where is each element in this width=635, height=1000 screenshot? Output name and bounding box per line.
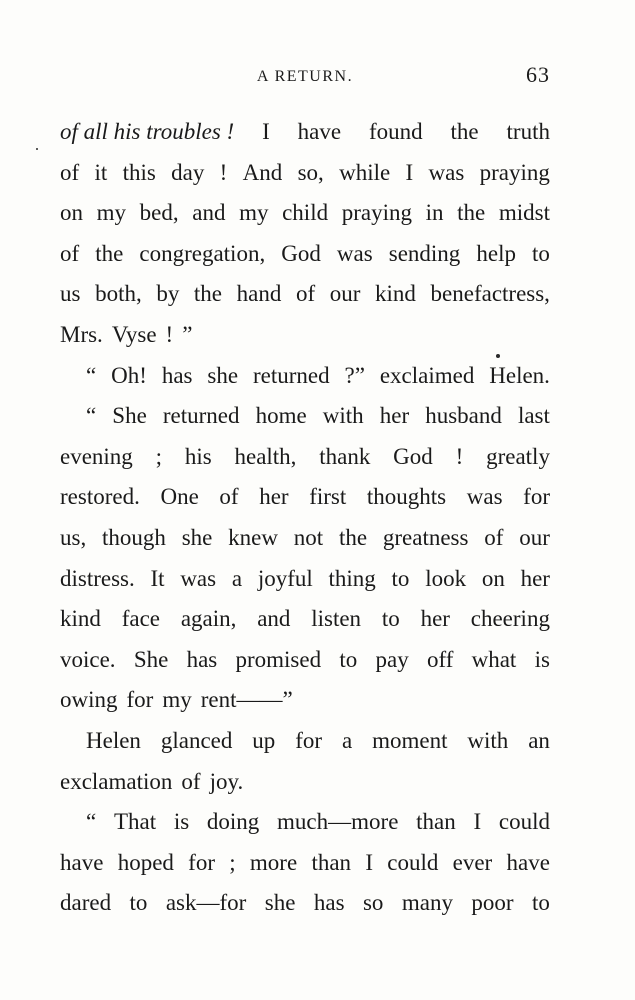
word: my bbox=[96, 200, 127, 226]
word: found bbox=[368, 119, 423, 144]
word: so bbox=[362, 890, 384, 916]
text-line bbox=[60, 640, 550, 681]
word: while bbox=[339, 159, 391, 185]
word: greatly bbox=[486, 443, 550, 469]
word: poor bbox=[471, 890, 514, 916]
word: look bbox=[425, 565, 467, 591]
word: the bbox=[193, 281, 223, 307]
word: to bbox=[129, 890, 148, 916]
word: God bbox=[281, 240, 321, 266]
word: distress. bbox=[60, 565, 135, 591]
word: ! bbox=[165, 321, 174, 347]
word: our bbox=[329, 281, 361, 307]
word: Mrs. bbox=[60, 321, 103, 347]
word: “ bbox=[86, 362, 97, 388]
word: for bbox=[523, 484, 550, 510]
word: her bbox=[420, 606, 450, 632]
word: thoughts bbox=[366, 484, 447, 510]
word: I bbox=[405, 159, 414, 185]
word: Oh! bbox=[111, 362, 147, 388]
word: truth bbox=[506, 119, 550, 144]
word: a bbox=[231, 565, 243, 591]
word: voice. bbox=[60, 646, 116, 672]
word: it bbox=[94, 159, 108, 185]
word: child bbox=[282, 200, 329, 226]
word: “ bbox=[86, 809, 97, 835]
word: home bbox=[255, 403, 307, 429]
word: to bbox=[381, 606, 400, 632]
word: has bbox=[313, 890, 345, 916]
text-line bbox=[60, 762, 550, 803]
word: of bbox=[484, 524, 504, 550]
word: returned bbox=[162, 403, 240, 429]
word: have bbox=[506, 849, 550, 875]
word: was bbox=[336, 240, 373, 266]
running-head: A RETURN. bbox=[256, 68, 354, 85]
text-line bbox=[60, 315, 550, 356]
word: hand bbox=[236, 281, 282, 307]
word: promised bbox=[235, 646, 322, 672]
word: I bbox=[262, 119, 270, 144]
word: have bbox=[297, 119, 342, 144]
word: with bbox=[467, 727, 509, 753]
word: That bbox=[113, 809, 157, 835]
word: she bbox=[207, 362, 239, 388]
word: joyful bbox=[257, 565, 313, 591]
word: owing bbox=[60, 687, 118, 713]
text-line bbox=[60, 112, 550, 153]
word: by bbox=[156, 281, 180, 307]
text-line bbox=[60, 396, 550, 437]
text-line bbox=[60, 274, 550, 315]
word: listen bbox=[311, 606, 362, 632]
word: last bbox=[517, 403, 550, 429]
word: with bbox=[322, 403, 364, 429]
word: kind bbox=[375, 281, 416, 307]
word: more bbox=[249, 849, 298, 875]
page-number: 63 bbox=[526, 62, 550, 87]
word: ! bbox=[455, 443, 464, 469]
word: ! bbox=[219, 159, 228, 185]
word: glanced bbox=[160, 727, 233, 753]
word: She bbox=[133, 646, 169, 672]
word: than bbox=[416, 809, 456, 835]
word: to bbox=[532, 890, 550, 916]
text-line bbox=[60, 680, 550, 721]
text-line bbox=[60, 193, 550, 234]
word: And bbox=[242, 159, 283, 185]
word: thank bbox=[319, 443, 371, 469]
word: ever bbox=[452, 849, 493, 875]
word: pay bbox=[375, 646, 409, 672]
word: husband bbox=[425, 403, 502, 429]
word: I bbox=[473, 809, 482, 835]
word: so, bbox=[297, 159, 324, 185]
word: his bbox=[184, 443, 212, 469]
word: “ bbox=[86, 403, 97, 429]
word: knew bbox=[228, 524, 278, 550]
word: ?” bbox=[344, 362, 365, 388]
word: have bbox=[60, 849, 104, 875]
word: exclamation bbox=[60, 768, 173, 794]
italic-phrase: of all his troubles ! bbox=[60, 119, 235, 144]
word: Helen. bbox=[489, 362, 550, 388]
text-line bbox=[60, 153, 550, 194]
word: Vyse bbox=[111, 321, 157, 347]
word: not bbox=[293, 524, 324, 550]
word: thing bbox=[328, 565, 376, 591]
text-line bbox=[60, 477, 550, 518]
word: my bbox=[162, 687, 192, 713]
word: to bbox=[391, 565, 410, 591]
text-line bbox=[60, 883, 550, 924]
word: off bbox=[426, 646, 454, 672]
word: praying bbox=[479, 159, 550, 185]
word: Helen bbox=[86, 727, 141, 753]
word: God bbox=[393, 443, 433, 469]
word: in bbox=[425, 200, 444, 226]
word: is bbox=[534, 646, 550, 672]
word: of bbox=[181, 768, 201, 794]
word: the bbox=[457, 200, 486, 226]
word: many bbox=[401, 890, 453, 916]
word: was bbox=[180, 565, 217, 591]
word: I bbox=[365, 849, 373, 875]
word: ; bbox=[155, 443, 163, 469]
word: my bbox=[239, 200, 269, 226]
word: a bbox=[341, 727, 353, 753]
word: returned bbox=[252, 362, 330, 388]
word: has bbox=[186, 646, 218, 672]
text-line bbox=[60, 234, 550, 275]
word: her bbox=[259, 484, 289, 510]
word: first bbox=[309, 484, 347, 510]
word: our bbox=[519, 524, 550, 550]
word: joy. bbox=[209, 768, 244, 794]
word: she bbox=[264, 890, 296, 916]
word: sending bbox=[388, 240, 461, 266]
text-line bbox=[60, 356, 550, 397]
word: both, bbox=[95, 281, 142, 307]
word: midst bbox=[498, 200, 550, 226]
word: the bbox=[95, 240, 124, 266]
text-line bbox=[60, 843, 550, 884]
word: praying bbox=[341, 200, 412, 226]
word: cheering bbox=[470, 606, 550, 632]
word: on bbox=[481, 565, 505, 591]
text-line bbox=[60, 518, 550, 559]
word: us bbox=[60, 281, 81, 307]
word: for bbox=[126, 687, 154, 713]
word: ask—for bbox=[165, 890, 247, 916]
word: what bbox=[471, 646, 517, 672]
word: of bbox=[219, 484, 239, 510]
word: and bbox=[192, 200, 226, 226]
body-text bbox=[60, 112, 550, 924]
word: of bbox=[60, 240, 80, 266]
word: hoped bbox=[117, 849, 174, 875]
word: us, bbox=[60, 524, 87, 550]
text-line bbox=[60, 721, 550, 762]
word: exclaimed bbox=[379, 362, 475, 388]
ink-speck bbox=[496, 354, 500, 358]
ink-speck bbox=[36, 148, 38, 150]
word: congregation, bbox=[139, 240, 266, 266]
word: the bbox=[338, 524, 368, 550]
word: doing bbox=[206, 809, 260, 835]
word: her bbox=[520, 565, 550, 591]
word: she bbox=[181, 524, 213, 550]
word: kind bbox=[60, 606, 101, 632]
word: much—more bbox=[277, 809, 399, 835]
word: rent——” bbox=[200, 687, 293, 713]
word: day bbox=[171, 159, 205, 185]
word: moment bbox=[372, 727, 448, 753]
page-header bbox=[60, 62, 550, 92]
word: to bbox=[532, 240, 550, 266]
word: an bbox=[528, 727, 550, 753]
word: was bbox=[428, 159, 465, 185]
word: on bbox=[60, 200, 83, 226]
word: She bbox=[112, 403, 147, 429]
word: has bbox=[161, 362, 193, 388]
text-line bbox=[60, 559, 550, 600]
text-line bbox=[60, 599, 550, 640]
text-line bbox=[60, 437, 550, 478]
word: dared bbox=[60, 890, 112, 916]
word: is bbox=[173, 809, 190, 835]
word: help bbox=[476, 240, 516, 266]
word: up bbox=[252, 727, 276, 753]
word: could bbox=[498, 809, 550, 835]
word: her bbox=[379, 403, 410, 429]
word: health, bbox=[234, 443, 297, 469]
word: for bbox=[188, 849, 215, 875]
word: though bbox=[102, 524, 166, 550]
word: restored. bbox=[60, 484, 140, 510]
word: of bbox=[295, 281, 316, 307]
word: face bbox=[121, 606, 160, 632]
word: for bbox=[295, 727, 323, 753]
word: ; bbox=[229, 849, 236, 875]
word: than bbox=[311, 849, 352, 875]
word: to bbox=[339, 646, 358, 672]
word: of bbox=[60, 159, 80, 185]
word: this bbox=[122, 159, 156, 185]
word: ” bbox=[182, 321, 193, 347]
word: could bbox=[387, 849, 439, 875]
word: was bbox=[466, 484, 503, 510]
word: benefactress, bbox=[430, 281, 550, 307]
word: and bbox=[257, 606, 291, 632]
word: One bbox=[160, 484, 199, 510]
text-line bbox=[60, 802, 550, 843]
word: bed, bbox=[139, 200, 179, 226]
word: It bbox=[150, 565, 165, 591]
word: evening bbox=[60, 443, 133, 469]
word: greatness bbox=[382, 524, 469, 550]
word: the bbox=[450, 119, 479, 144]
word: again, bbox=[180, 606, 237, 632]
